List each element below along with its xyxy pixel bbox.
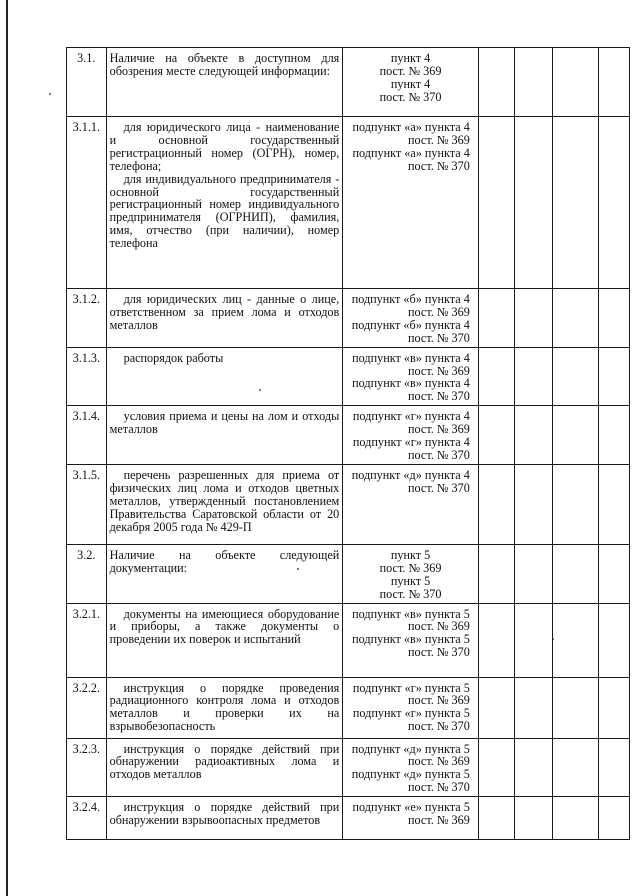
table-row [67,289,630,348]
reference-line: пункт 5 [390,573,431,588]
legal-reference [343,117,479,289]
item-number: 3.1.5. [67,464,107,544]
description-paragraph: условия приема и цены на лом и отходы металлов [109,409,340,437]
reference-line: подпункт «а» пункта 4 [352,145,470,160]
empty-check-cell [515,464,553,544]
reference-line: пост. № 369 [408,619,470,634]
empty-check-cell [478,406,514,465]
empty-check-cell [598,797,629,840]
reference-line: пост. № 370 [408,389,470,404]
table-row [67,603,630,677]
reference-line: пост. № 370 [408,719,470,734]
empty-check-cell [552,48,598,117]
reference-line: пост. № 369 [408,304,470,319]
item-number: 3.1.4. [67,406,107,465]
empty-check-cell [598,289,629,348]
reference-line: пост. № 370 [408,158,470,173]
item-number: 3.2.3. [67,738,107,797]
empty-check-cell [478,738,514,797]
item-number: 3.1.3. [67,347,107,406]
empty-check-cell [598,406,629,465]
table-row [67,544,630,603]
item-description [106,117,343,289]
empty-check-cell [478,544,514,603]
reference-line: подпункт «а» пункта 4 [352,120,470,134]
reference-line: подпункт «в» пункта 5 [352,606,470,621]
description-paragraph: для индивидуального предпринимателя - основной государственный регистрационный номер индивидуального предпринимателя (ОГРНИП), фамилия, имя, отчество (при наличии), номер телефона [109,171,340,251]
empty-check-cell [515,677,553,738]
item-description [106,289,343,348]
empty-check-cell [515,738,553,797]
legal-reference [343,347,479,406]
description-paragraph: Наличие на объекте следующей документации: [109,547,340,575]
empty-check-cell [598,738,629,797]
table-row [67,48,630,117]
reference-line: подпункт «б» пункта 4 [351,317,470,332]
legal-reference [343,677,479,738]
empty-check-cell [515,797,553,840]
reference-line: пост. № 369 [379,560,442,575]
table-row [67,797,630,840]
item-number: 3.1.2. [67,289,107,348]
reference-line: подпункт «д» пункта 4 [351,467,470,482]
empty-check-cell [552,289,598,348]
item-description [106,738,343,797]
empty-check-cell [552,406,598,465]
reference-line: пост. № 369 [408,132,470,147]
reference-line: подпункт «е» пункта 5 [352,800,470,815]
empty-check-cell [478,797,514,840]
item-description [106,677,343,738]
reference-line: пост. № 369 [408,754,470,769]
legal-reference [343,406,479,465]
reference-line: подпункт «в» пункта 4 [352,350,470,365]
reference-line: пост. № 370 [408,645,470,660]
description-paragraph: перечень разрешенных для приема от физических лиц лома и отходов цветных металлов, утвержденный постановлением Правительства Саратовской области от 20 декабря 2005 года № 429-П [109,467,340,534]
item-number: 3.2. [67,544,107,603]
table-row [67,464,630,544]
description-paragraph: Наличие на объекте в доступном для обозрения месте следующей информации: [109,51,340,78]
empty-check-cell [598,603,629,677]
empty-check-cell [552,738,598,797]
reference-line: пост. № 370 [408,780,470,795]
empty-check-cell [515,347,553,406]
item-number: 3.2.4. [67,797,107,840]
empty-check-cell [552,464,598,544]
table-row [67,347,630,406]
empty-check-cell [478,603,514,677]
empty-check-cell [478,48,514,117]
item-number: 3.2.1. [67,603,107,677]
legal-reference [343,797,479,840]
table-row [67,117,630,289]
empty-check-cell [598,347,629,406]
empty-check-cell [478,289,514,348]
reference-line: пост. № 369 [408,813,470,828]
item-number: 3.1. [67,48,107,117]
item-description [106,48,343,117]
page-margin-line [6,0,8,896]
description-paragraph: распорядок работы [123,350,224,365]
empty-check-cell [598,544,629,603]
description-paragraph: для юридического лица - наименование и основной государственный регистрационный номер (ОГРН), номер, телефона; [109,120,340,173]
table-row [67,677,630,738]
reference-line: пост. № 370 [408,330,470,345]
reference-line: пост. № 369 [379,63,442,78]
item-description [106,406,343,465]
item-description [106,464,343,544]
empty-check-cell [598,464,629,544]
description-paragraph: инструкция о порядке действий при обнаружении взрывоопасных предметов [109,800,340,828]
empty-check-cell [552,603,598,677]
reference-line: пункт 4 [390,76,431,91]
reference-line: подпункт «в» пункта 5 [352,632,470,647]
reference-line: пост. № 369 [408,422,470,437]
reference-line: подпункт «в» пункта 4 [352,376,470,391]
empty-check-cell [515,289,553,348]
empty-check-cell [598,117,629,289]
empty-check-cell [552,677,598,738]
description-paragraph: для юридических лиц - данные о лице, ответственном за прием лома и отходов металлов [109,292,340,332]
empty-check-cell [515,48,553,117]
item-description [106,797,343,840]
reference-line: пост. № 370 [379,586,442,601]
empty-check-cell [515,544,553,603]
legal-reference [343,289,479,348]
item-number: 3.2.2. [67,677,107,738]
scan-speck [49,93,51,95]
reference-line: пост. № 370 [408,447,470,462]
item-description [106,603,343,677]
empty-check-cell [478,464,514,544]
empty-check-cell [552,347,598,406]
empty-check-cell [515,603,553,677]
empty-check-cell [515,406,553,465]
description-paragraph: документы на имеющиеся оборудование и приборы, а также документы о проведении их поверок и испытаний [109,606,340,647]
empty-check-cell [478,677,514,738]
table-row [67,738,630,797]
reference-line: пост. № 369 [408,693,470,708]
reference-line: подпункт «г» пункта 4 [352,409,470,424]
legal-reference [343,48,479,117]
reference-line: пункт 4 [390,51,431,65]
checklist-body [67,48,630,840]
legal-reference [343,738,479,797]
table-row [67,406,630,465]
description-paragraph: инструкция о порядке действий при обнаружении радиоактивных лома и отходов металлов [109,741,340,782]
legal-reference [343,464,479,544]
item-description [106,347,343,406]
empty-check-cell [598,48,629,117]
checklist-table [66,47,630,840]
empty-check-cell [552,117,598,289]
empty-check-cell [552,544,598,603]
item-description [106,544,343,603]
empty-check-cell [552,797,598,840]
reference-line: подпункт «г» пункта 5 [352,680,470,695]
legal-reference [343,603,479,677]
reference-line: подпункт «г» пункта 4 [352,435,470,450]
reference-line: пост. № 370 [408,480,470,495]
empty-check-cell [478,347,514,406]
reference-line: подпункт «д» пункта 5 [351,741,470,756]
reference-line: подпункт «д» пункта 5 [351,767,470,782]
item-number: 3.1.1. [67,117,107,289]
reference-line: пост. № 369 [408,363,470,378]
reference-line: подпункт «б» пункта 4 [351,292,470,306]
empty-check-cell [515,117,553,289]
empty-check-cell [598,677,629,738]
reference-line: пункт 5 [390,547,431,562]
reference-line: подпункт «г» пункта 5 [352,706,470,721]
reference-line: пост. № 370 [379,89,442,104]
description-paragraph: инструкция о порядке проведения радиационного контроля лома и отходов металлов и проверки их на взрывобезопасность [109,680,340,734]
legal-reference [343,544,479,603]
empty-check-cell [478,117,514,289]
